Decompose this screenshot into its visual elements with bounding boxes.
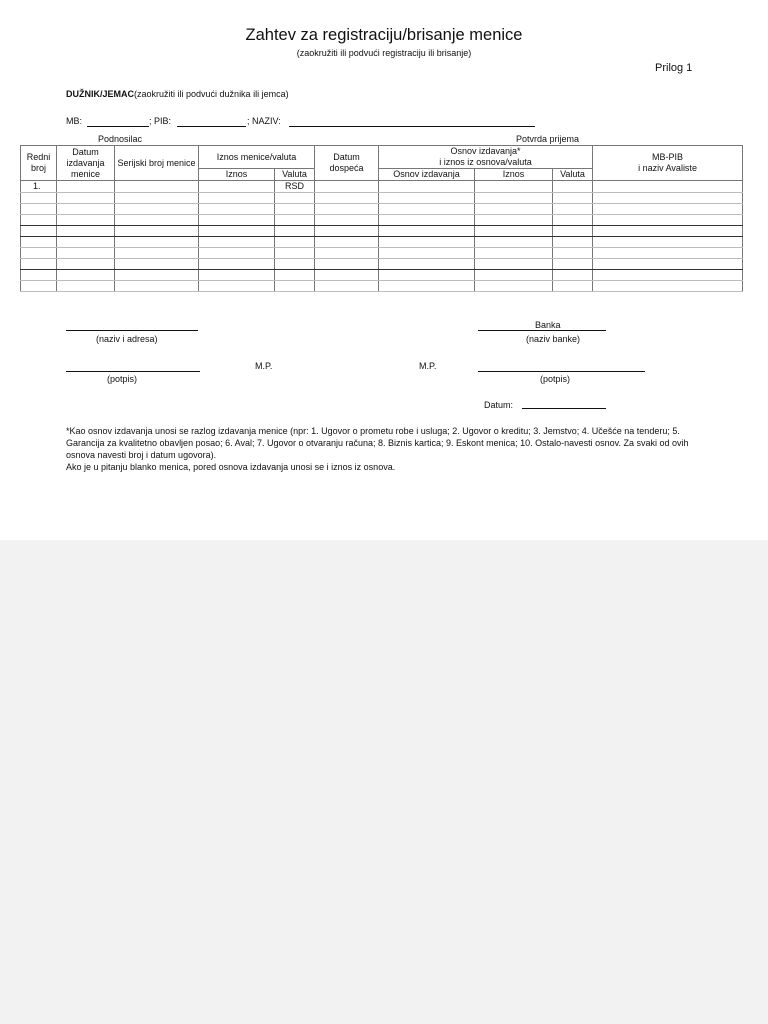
header-valuta: Valuta (275, 169, 315, 181)
header-osnov-line1: Osnov izdavanja* (450, 146, 521, 156)
header-mb-pib-line2: i naziv Avaliste (638, 163, 697, 173)
header-iznos: Iznos (199, 169, 275, 181)
form-subtitle: (zaokružiti ili podvući registraciju ili brisanje) (296, 48, 472, 58)
header-mb-pib (593, 146, 743, 181)
naziv-label: ; NAZIV: (247, 116, 281, 126)
potpis-right-field[interactable] (478, 371, 645, 372)
debtor-label (66, 89, 289, 99)
mp-left-label: M.P. (255, 361, 273, 371)
pib-field[interactable] (177, 126, 246, 127)
table-row (21, 215, 743, 226)
form-title: Zahtev za registraciju/brisanje menice (245, 26, 523, 44)
potvrda-label: Potvrda prijema (516, 134, 580, 144)
bills-table (20, 145, 743, 292)
table-row (21, 281, 743, 292)
table-cell[interactable] (593, 181, 743, 193)
table-row (21, 270, 743, 281)
datum-label: Datum: (484, 400, 514, 410)
table-cell[interactable] (57, 181, 115, 193)
banka-field[interactable] (478, 330, 606, 331)
naziv-field[interactable] (289, 126, 535, 127)
banka-label: Banka (535, 320, 561, 330)
table-row (21, 237, 743, 248)
footnote-line1: *Kao osnov izdavanja unosi se razlog izdavanja menice (npr: 1. Ugovor o prometu robe i usluga; 2. Ugovor o kreditu; 3. Jemstvo; 4. Učešće na tenderu; 5. Garancija za kvalitetno obavljen posao; 6. Aval; 7. Ugovor o otvaranju računa; 8. Biznis kartica; 9. Eskont menica; 10. Ostalo-navesti osnov. Za svaki od ovih osnova navesti broj i datum ugovora). (66, 426, 689, 460)
header-iznos-menice: Iznos menice/valuta (199, 146, 315, 169)
mp-right-label: M.P. (419, 361, 437, 371)
footnote-line2: Ako je u pitanju blanko menica, pored osnova izdavanja unosi se i iznos iz osnova. (66, 462, 396, 472)
naziv-adresa-field[interactable] (66, 330, 198, 331)
datum-field[interactable] (522, 408, 606, 409)
mb-label: MB: (66, 116, 83, 126)
table-cell[interactable] (115, 181, 199, 193)
table-cell[interactable] (475, 181, 553, 193)
header-datum-dospeca: Datum dospeća (315, 146, 379, 181)
debtor-label-bold: DUŽNIK/JEMAC (66, 89, 135, 99)
footnote (66, 425, 706, 473)
podnosilac-label: Podnosilac (98, 134, 143, 144)
row-1-number: 1. (21, 181, 57, 193)
table-cell[interactable] (553, 181, 593, 193)
header-osnov-iznos: Iznos (475, 169, 553, 181)
table-row (21, 193, 743, 204)
naziv-adresa-label: (naziv i adresa) (96, 334, 158, 344)
potpis-right-label: (potpis) (540, 374, 571, 384)
mb-field[interactable] (87, 126, 149, 127)
potpis-left-field[interactable] (66, 371, 200, 372)
attachment-label: Prilog 1 (655, 62, 693, 74)
table-cell[interactable] (315, 181, 379, 193)
debtor-label-note: (zaokružiti ili podvući dužnika ili jemca) (134, 89, 289, 99)
row-1-currency: RSD (275, 181, 315, 193)
header-serijski-broj: Serijski broj menice (115, 146, 199, 181)
header-redni-broj: Redni broj (21, 146, 57, 181)
header-osnov-sub: Osnov izdavanja (379, 169, 475, 181)
header-osnov-line2: i iznos iz osnova/valuta (439, 157, 532, 167)
naziv-banke-label: (naziv banke) (526, 334, 581, 344)
header-datum-izdavanja: Datum izdavanja menice (57, 146, 115, 181)
potpis-left-label: (potpis) (107, 374, 138, 384)
table-cell[interactable] (199, 181, 275, 193)
table-row (21, 259, 743, 270)
table-cell[interactable] (379, 181, 475, 193)
table-row (21, 248, 743, 259)
header-osnov-izdavanja (379, 146, 593, 169)
header-osnov-valuta: Valuta (553, 169, 593, 181)
table-row (21, 226, 743, 237)
table-row (21, 204, 743, 215)
header-mb-pib-line1: MB-PIB (652, 152, 684, 162)
pib-label: ; PIB: (149, 116, 172, 126)
